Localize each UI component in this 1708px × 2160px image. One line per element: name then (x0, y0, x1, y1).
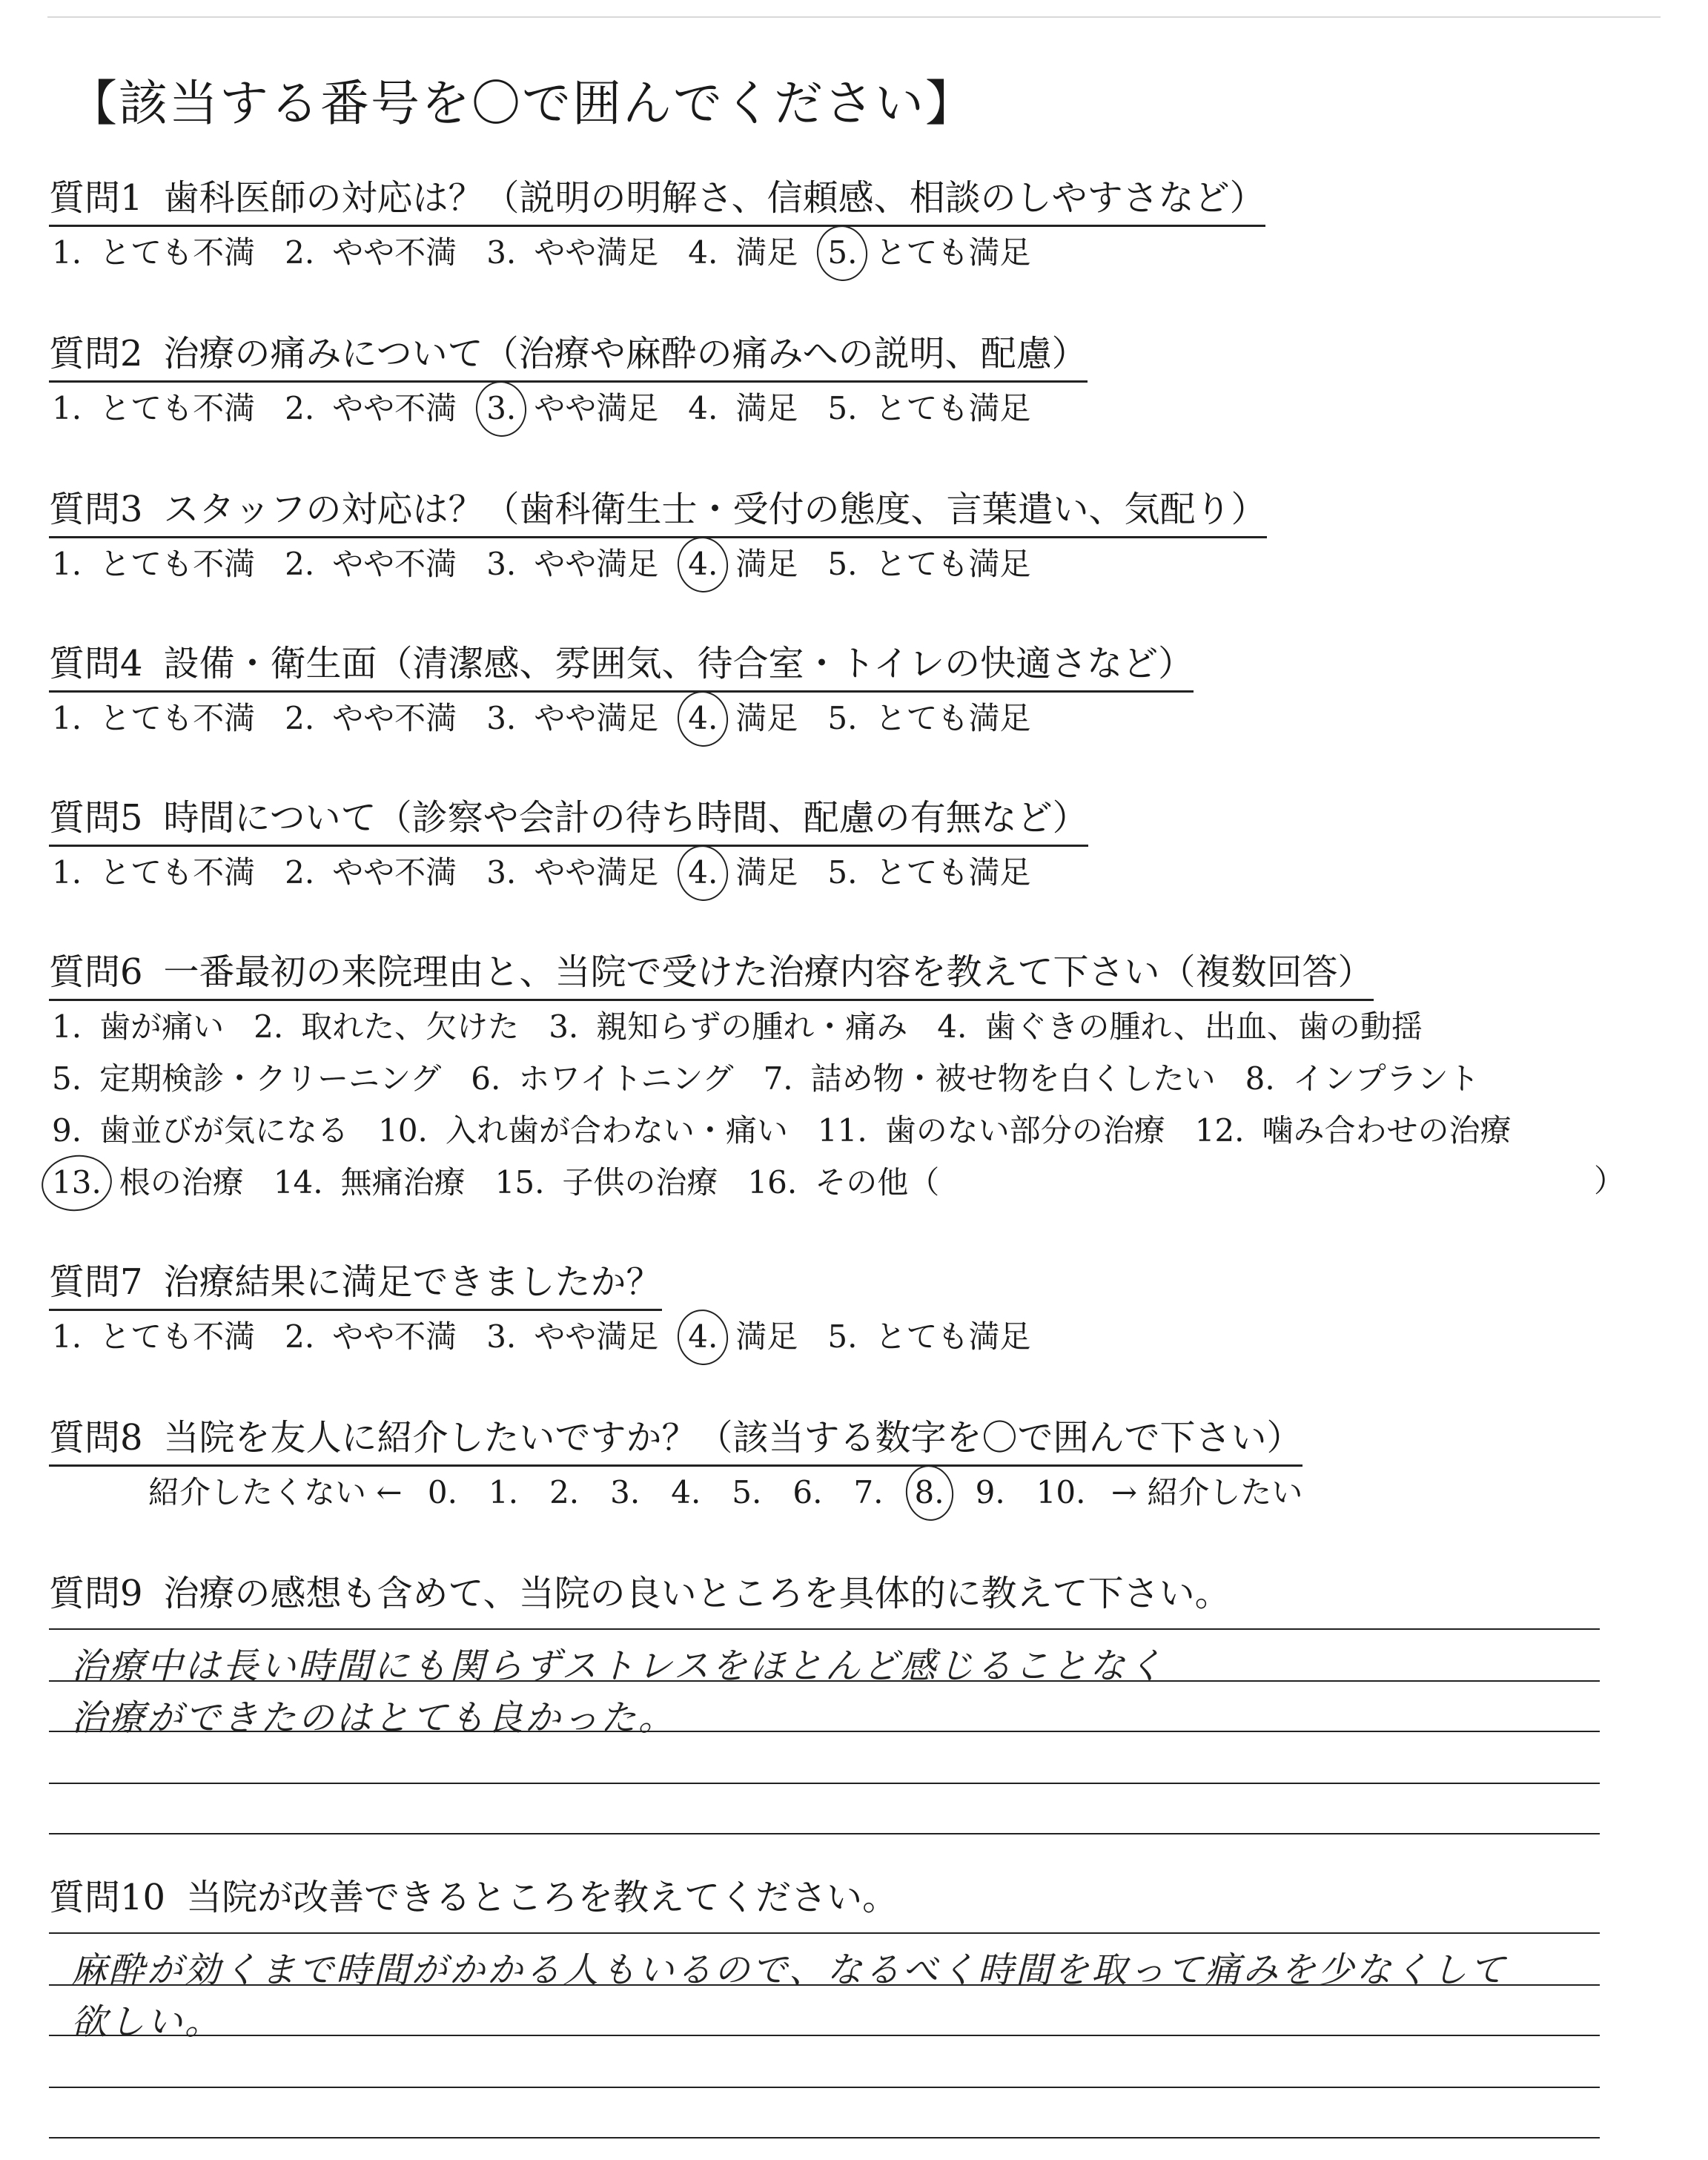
reason-option[interactable] (546, 1003, 907, 1047)
question-9-answer-line-1: 治療中は長い時間にも関らずストレスをほとんど感じることなく (71, 1645, 1165, 1687)
option-number: 3. (486, 700, 517, 736)
rating-option[interactable] (685, 228, 798, 273)
rating-option[interactable] (824, 540, 1030, 584)
option-number: 2. (285, 1318, 315, 1355)
question-1-options (49, 228, 1057, 273)
option-number: 1. (52, 390, 82, 426)
rating-option[interactable] (685, 1312, 798, 1357)
option-number: 5. (827, 1318, 858, 1355)
answer-line (49, 2087, 1600, 2088)
option-label: 歯ぐきの腫れ、出血、歯の動揺 (984, 1008, 1423, 1045)
option-number: 2. (285, 854, 315, 891)
question-2-options (49, 384, 1057, 429)
option-label: 歯のない部分の治療 (884, 1112, 1165, 1149)
option-number: 3. (549, 1008, 579, 1045)
scale-right-label: → 紹介したい (1110, 1474, 1303, 1510)
page-title: 【該当する番号を〇で囲んでください】 (68, 75, 976, 132)
answer-line (49, 1984, 1600, 1986)
question-3-options (49, 540, 1057, 584)
scale-left-label: 紹介したくない ← (148, 1474, 403, 1510)
option-label: 無痛治療 (340, 1164, 466, 1200)
option-label: 親知らずの腫れ・痛み (596, 1008, 908, 1045)
scale-number[interactable]: 8. (914, 1474, 944, 1510)
answer-line (49, 1628, 1600, 1630)
rating-option[interactable] (824, 228, 1030, 273)
scale-number[interactable]: 2. (549, 1474, 580, 1510)
option-label: 満足 (735, 546, 798, 582)
question-6-row-3 (49, 1106, 1538, 1151)
question-10-answer-line-2: 欲しい。 (71, 2001, 223, 2043)
rating-option[interactable] (49, 1312, 255, 1357)
rating-option[interactable] (49, 848, 255, 893)
option-number: 4. (685, 546, 721, 582)
scale-number[interactable]: 5. (732, 1474, 762, 1510)
option-label: やや満足 (534, 1318, 659, 1355)
rating-option[interactable] (282, 1312, 457, 1357)
option-number: 1. (52, 854, 82, 891)
question-6-number: 質問6 (49, 951, 143, 993)
question-10-answer-line-1: 麻酔が効くまで時間がかかる人もいるので、なるべく時間を取って痛みを少なくして (71, 1949, 1508, 1991)
question-8-title (49, 1409, 1302, 1467)
reason-option[interactable] (251, 1003, 519, 1047)
rating-option[interactable] (282, 228, 457, 273)
rating-option[interactable] (824, 384, 1030, 429)
question-4-text: 設備・衛生面（清潔感、雰囲気、待合室・トイレの快適さなど） (163, 643, 1194, 684)
option-number: 2. (254, 1008, 284, 1045)
rating-option[interactable] (685, 694, 798, 739)
option-number: 4. (685, 854, 721, 891)
question-1-text: 歯科医師の対応は？（説明の明解さ、信頼感、相談のしやすさなど） (163, 177, 1265, 219)
answer-line (49, 1680, 1600, 1682)
option-label: やや不満 (332, 234, 457, 271)
answer-line (49, 1783, 1600, 1784)
option-number: 15. (494, 1164, 545, 1200)
option-number: 4. (685, 1318, 721, 1355)
question-3-text: スタッフの対応は？（歯科衛生士・受付の態度、言葉遣い、気配り） (163, 489, 1267, 530)
rating-option[interactable] (483, 848, 658, 893)
question-2-number: 質問2 (49, 333, 143, 374)
option-number: 11. (817, 1112, 867, 1149)
question-1-number: 質問1 (49, 177, 143, 219)
reason-option[interactable] (934, 1003, 1423, 1047)
question-4-title (49, 635, 1194, 693)
rating-option[interactable] (824, 1312, 1030, 1357)
reason-option[interactable] (1242, 1054, 1480, 1099)
option-number: 3. (486, 234, 517, 271)
reason-option[interactable] (815, 1106, 1165, 1151)
option-number: 3. (486, 1318, 517, 1355)
question-8-text: 当院を友人に紹介したいですか？（該当する数字を〇で囲んで下さい） (163, 1417, 1302, 1459)
option-label: とても不満 (99, 390, 256, 426)
option-number: 8. (1245, 1060, 1275, 1097)
option-label: とても満足 (875, 700, 1031, 736)
scale-number[interactable]: 6. (792, 1474, 823, 1510)
question-8-scale (148, 1468, 1302, 1513)
question-7-title (49, 1253, 662, 1311)
option-label: とても不満 (99, 546, 256, 582)
reason-option[interactable] (271, 1158, 466, 1203)
answer-line (49, 2137, 1600, 2138)
option-label: 根の治療 (119, 1164, 244, 1200)
scale-number[interactable]: 3. (610, 1474, 640, 1510)
option-label: やや不満 (332, 854, 457, 891)
reason-option[interactable] (468, 1054, 733, 1099)
rating-option[interactable] (282, 848, 457, 893)
question-5-title (49, 789, 1088, 847)
option-label: 歯並びが気になる (99, 1112, 349, 1149)
scale-number[interactable]: 9. (975, 1474, 1005, 1510)
scale-number[interactable]: 4. (671, 1474, 701, 1510)
option-label: とても不満 (99, 234, 256, 271)
question-7-number: 質問7 (49, 1261, 143, 1303)
option-label: とても満足 (875, 546, 1031, 582)
scale-number[interactable]: 7. (853, 1474, 884, 1510)
question-5-options (49, 848, 1057, 893)
question-9-answer-line-2: 治療ができたのはとても良かった。 (71, 1697, 677, 1739)
rating-option[interactable] (49, 384, 255, 429)
scale-numbers (412, 1474, 1102, 1510)
question-6-text: 一番最初の来院理由と、当院で受けた治療内容を教えて下さい（複数回答） (163, 951, 1374, 993)
option-number: 5. (824, 234, 860, 271)
rating-option[interactable] (483, 384, 658, 429)
rating-option[interactable] (49, 694, 255, 739)
question-3-number: 質問3 (49, 489, 143, 530)
option-label: 満足 (735, 1318, 798, 1355)
option-label: 満足 (735, 854, 798, 891)
option-label: とても不満 (99, 854, 256, 891)
reason-option[interactable] (761, 1054, 1216, 1099)
option-number: 5. (52, 1060, 82, 1097)
reason-option[interactable] (492, 1158, 718, 1203)
option-label: 取れた、欠けた (301, 1008, 520, 1045)
option-number: 6. (471, 1060, 501, 1097)
option-number: 1. (52, 1318, 82, 1355)
option-number: 10. (378, 1112, 428, 1149)
option-label: とても満足 (875, 390, 1031, 426)
option-number: 4. (688, 390, 718, 426)
question-7-options (49, 1312, 1057, 1357)
option-number: 13. (49, 1164, 105, 1200)
option-number: 16. (747, 1164, 798, 1200)
rating-option[interactable] (685, 848, 798, 893)
rating-option[interactable] (824, 694, 1030, 739)
option-label: とても不満 (99, 1318, 256, 1355)
option-label: やや満足 (534, 390, 659, 426)
question-9-text: 治療の感想も含めて、当院の良いところを具体的に教えて下さい。 (163, 1573, 1231, 1614)
rating-option[interactable] (483, 1312, 658, 1357)
option-label: 噛み合わせの治療 (1262, 1112, 1512, 1149)
option-number: 12. (1194, 1112, 1245, 1149)
option-label: やや不満 (332, 546, 457, 582)
question-6-row-1 (49, 1003, 1449, 1047)
question-10-text: 当院が改善できるところを教えてください。 (186, 1877, 898, 1918)
reason-option[interactable] (49, 1158, 244, 1203)
option-label: やや不満 (332, 700, 457, 736)
option-label: 入れ歯が合わない・痛い (445, 1112, 788, 1149)
scale-number[interactable]: 1. (488, 1474, 519, 1510)
rating-option[interactable] (282, 540, 457, 584)
option-number: 1. (52, 700, 82, 736)
option-number: 9. (52, 1112, 82, 1149)
question-6-other-close: ） (1594, 1163, 1626, 1199)
option-label: 詰め物・被せ物を白くしたい (810, 1060, 1216, 1097)
question-1-title (49, 169, 1265, 227)
option-number: 4. (937, 1008, 967, 1045)
option-number: 5. (827, 390, 858, 426)
question-4-number: 質問4 (49, 643, 143, 684)
option-number: 1. (52, 1008, 82, 1045)
question-2-text: 治療の痛みについて（治療や麻酔の痛みへの説明、配慮） (163, 333, 1088, 374)
option-label: とても不満 (99, 700, 256, 736)
option-number: 5. (827, 700, 858, 736)
option-number: 3. (486, 854, 517, 891)
rating-option[interactable] (282, 384, 457, 429)
option-number: 2. (285, 390, 315, 426)
option-label: インプラント (1292, 1060, 1480, 1097)
reason-option[interactable] (49, 1054, 441, 1099)
option-label: 定期検診・クリーニング (99, 1060, 442, 1097)
question-10-number: 質問10 (49, 1877, 166, 1918)
option-number: 7. (763, 1060, 793, 1097)
option-number: 3. (486, 546, 517, 582)
option-label: 満足 (735, 700, 798, 736)
rating-option[interactable] (49, 228, 255, 273)
option-label: やや満足 (534, 700, 659, 736)
rating-option[interactable] (483, 540, 658, 584)
option-label: とても満足 (875, 234, 1031, 271)
rating-option[interactable] (685, 540, 798, 584)
answer-line (49, 2035, 1600, 2036)
option-number: 3. (483, 390, 519, 426)
option-number: 2. (285, 234, 315, 271)
option-label: やや不満 (332, 390, 457, 426)
question-6-title (49, 943, 1374, 1001)
rating-option[interactable] (483, 694, 658, 739)
reason-option[interactable] (375, 1106, 788, 1151)
question-2-title (49, 325, 1088, 383)
option-number: 4. (688, 234, 718, 271)
rating-option[interactable] (685, 384, 798, 429)
question-7-text: 治療結果に満足できましたか？ (163, 1261, 662, 1303)
option-label: やや満足 (534, 854, 659, 891)
option-number: 5. (827, 854, 858, 891)
option-number: 4. (685, 700, 721, 736)
scale-number[interactable]: 0. (427, 1474, 457, 1510)
option-label: その他（ (815, 1164, 940, 1200)
option-label: 子供の治療 (562, 1164, 718, 1200)
reason-option[interactable] (49, 1003, 224, 1047)
option-label: やや満足 (534, 546, 659, 582)
question-8-number: 質問8 (49, 1417, 143, 1459)
question-6-row-4 (49, 1158, 966, 1203)
option-number: 14. (273, 1164, 323, 1200)
rating-option[interactable] (49, 540, 255, 584)
question-5-text: 時間について（診察や会計の待ち時間、配慮の有無など） (163, 797, 1088, 839)
question-10-title (49, 1869, 898, 1924)
option-label: 満足 (735, 234, 798, 271)
option-label: ホワイトニング (518, 1060, 734, 1097)
reason-option[interactable] (744, 1158, 939, 1203)
rating-option[interactable] (824, 848, 1030, 893)
question-4-options (49, 694, 1057, 739)
option-label: やや満足 (534, 234, 659, 271)
top-divider (47, 16, 1661, 18)
answer-line (49, 1932, 1600, 1934)
reason-option[interactable] (49, 1106, 348, 1151)
option-label: 満足 (735, 390, 798, 426)
rating-option[interactable] (282, 694, 457, 739)
scale-number[interactable]: 10. (1036, 1474, 1086, 1510)
question-9-title (49, 1565, 1231, 1620)
option-number: 5. (827, 546, 858, 582)
question-3-title (49, 480, 1267, 538)
option-label: とても満足 (875, 1318, 1031, 1355)
option-label: とても満足 (875, 854, 1031, 891)
option-label: やや不満 (332, 1318, 457, 1355)
answer-line (49, 1833, 1600, 1834)
option-label: 歯が痛い (99, 1008, 225, 1045)
option-number: 2. (285, 700, 315, 736)
rating-option[interactable] (483, 228, 658, 273)
option-number: 1. (52, 234, 82, 271)
question-5-number: 質問5 (49, 797, 143, 839)
answer-line (49, 1731, 1600, 1732)
question-9-number: 質問9 (49, 1573, 143, 1614)
option-number: 2. (285, 546, 315, 582)
option-number: 1. (52, 546, 82, 582)
reason-option[interactable] (1192, 1106, 1512, 1151)
question-6-row-2 (49, 1054, 1506, 1099)
